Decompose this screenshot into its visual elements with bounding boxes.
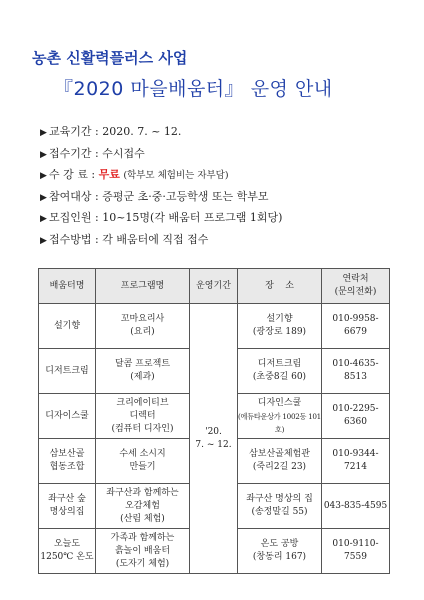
cell-location xyxy=(238,349,322,394)
cell-phone: 043-835-4595 xyxy=(322,484,390,529)
info-list xyxy=(40,123,282,252)
cell-line: (에듀타운상가 1002동 101호) xyxy=(238,411,321,434)
cell-phone: 010-9344-7214 xyxy=(322,439,390,484)
cell-line: 꼬마요리사 xyxy=(120,314,165,324)
cell-line: 좌구산과 함께하는 xyxy=(106,487,179,498)
cell-line: 설기향 xyxy=(266,314,293,324)
cell-line: 디자인스쿨 xyxy=(257,397,302,408)
cell-program xyxy=(96,529,190,574)
cell-line: (죽리2길 23) xyxy=(252,462,307,472)
cell-line: 오감체험 xyxy=(125,500,160,511)
cell-location xyxy=(238,304,322,349)
header-period: 운영기간 xyxy=(190,269,238,304)
info-target-label: 참여대상 xyxy=(49,189,92,203)
page-title: 『2020 마을배움터』 운영 안내 xyxy=(54,78,333,100)
info-method-value: 각 배움터에 직접 접수 xyxy=(102,232,209,246)
cell-line: 1250℃ 온도 xyxy=(40,552,94,562)
cell-line: 오늘도 xyxy=(53,539,81,549)
cell-line: (컴퓨터 디자인) xyxy=(111,423,174,434)
info-period-value: 2020. 7. ~ 12. xyxy=(102,125,182,138)
cell-line: 삼보산골체험관 xyxy=(249,449,310,459)
cell-line: (광장로 189) xyxy=(252,327,307,337)
cell-line: 명상의집 xyxy=(49,507,85,517)
cell-line: 흙놀이 배움터 xyxy=(114,545,171,556)
cell-location xyxy=(238,529,322,574)
cell-line: 달콤 프로젝트 xyxy=(114,359,171,369)
cell-line: 디렉터 xyxy=(129,410,156,421)
cell-line: 협동조합 xyxy=(49,462,85,472)
info-fee-highlight: 무료 xyxy=(98,168,120,181)
info-reception-label: 접수기간 xyxy=(49,146,92,160)
cell-line: 삼보산골 xyxy=(49,449,85,459)
header-contact xyxy=(322,269,390,304)
cell-line: (창동리 167) xyxy=(252,552,307,562)
cell-place xyxy=(39,349,96,394)
table-header-row xyxy=(39,269,390,304)
cell-line: 디자이스쿨 xyxy=(45,410,89,421)
header-program: 프로그램명 xyxy=(96,269,190,304)
info-fee-note: (학부모 체험비는 자부담) xyxy=(123,170,229,181)
program-table xyxy=(38,268,390,574)
header-location: 장 소 xyxy=(238,269,322,304)
info-period-label: 교육기간 xyxy=(49,125,92,138)
header-contact-sub: (문의전화) xyxy=(334,287,377,297)
arrow-icon: ▶ xyxy=(40,214,47,224)
cell-program xyxy=(96,439,190,484)
period-line: '20. xyxy=(205,426,222,437)
cell-line: (도자기 체험) xyxy=(115,558,170,569)
info-reception-value: 수시접수 xyxy=(102,146,145,160)
cell-line: 디저트크림 xyxy=(45,365,89,376)
info-reception: ▶ 접수기간 : 수시접수 xyxy=(40,146,145,160)
cell-phone: 010-9110-7559 xyxy=(322,529,390,574)
header-place: 배움터명 xyxy=(39,269,96,304)
header-contact-label: 연락처 xyxy=(342,274,369,284)
cell-line: 크리에이티브 xyxy=(116,397,169,408)
info-method: ▶ 접수방법 : 각 배움터에 직접 접수 xyxy=(40,232,209,246)
info-target: ▶ 참여대상 : 증평군 초·중·고등학생 또는 학부모 xyxy=(40,189,269,203)
info-recruit-label: 모집인원 xyxy=(49,211,92,224)
cell-place xyxy=(39,394,96,439)
cell-location xyxy=(238,394,322,439)
cell-line: 수세 소시지 xyxy=(119,449,166,459)
cell-line: (산림 체험) xyxy=(120,513,165,524)
cell-line: (요리) xyxy=(130,327,155,337)
info-recruit: ▶ 모집인원 : 10~15명(각 배움터 프로그램 1회당) xyxy=(40,211,283,224)
cell-program xyxy=(96,304,190,349)
cell-program xyxy=(96,394,190,439)
cell-place xyxy=(39,304,96,349)
arrow-icon: ▶ xyxy=(40,149,47,160)
arrow-icon: ▶ xyxy=(40,171,47,181)
cell-program xyxy=(96,349,190,394)
cell-line: (송정말길 55) xyxy=(251,507,308,517)
info-fee-label: 수 강 료 xyxy=(49,168,88,181)
arrow-icon: ▶ xyxy=(40,192,47,203)
cell-line: 온도 공방 xyxy=(260,539,299,549)
info-method-label: 접수방법 xyxy=(49,232,92,246)
info-target-value: 증평군 초·중·고등학생 또는 학부모 xyxy=(102,189,269,203)
cell-place xyxy=(39,484,96,529)
cell-line: 가족과 함께하는 xyxy=(110,532,175,543)
cell-phone: 010-2295-6360 xyxy=(322,394,390,439)
cell-location xyxy=(238,484,322,529)
cell-line: (초중8길 60) xyxy=(252,372,307,382)
cell-location xyxy=(238,439,322,484)
cell-line: (제과) xyxy=(130,372,155,382)
arrow-icon: ▶ xyxy=(40,128,47,138)
cell-line: 설기향 xyxy=(53,320,81,331)
cell-period xyxy=(190,304,238,574)
cell-phone: 010-4635-8513 xyxy=(322,349,390,394)
info-period: ▶ 교육기간 : 2020. 7. ~ 12. xyxy=(40,125,182,138)
info-fee: ▶ 수 강 료 : 무료 (학부모 체험비는 자부담) xyxy=(40,168,229,181)
cell-line: 좌구산 숲 xyxy=(48,494,86,504)
cell-program xyxy=(96,484,190,529)
cell-place xyxy=(39,439,96,484)
cell-phone: 010-9958-6679 xyxy=(322,304,390,349)
cell-line: 좌구산 명상의 집 xyxy=(246,494,313,504)
cell-line: 만들기 xyxy=(129,462,156,472)
table-row xyxy=(39,304,390,349)
subtitle: 농촌 신활력플러스 사업 xyxy=(32,49,188,67)
arrow-icon: ▶ xyxy=(40,235,47,246)
period-line: 7. ~ 12. xyxy=(195,439,232,450)
cell-place xyxy=(39,529,96,574)
cell-line: 디저트크림 xyxy=(257,359,302,369)
info-recruit-value: 10~15명(각 배움터 프로그램 1회당) xyxy=(102,211,283,224)
